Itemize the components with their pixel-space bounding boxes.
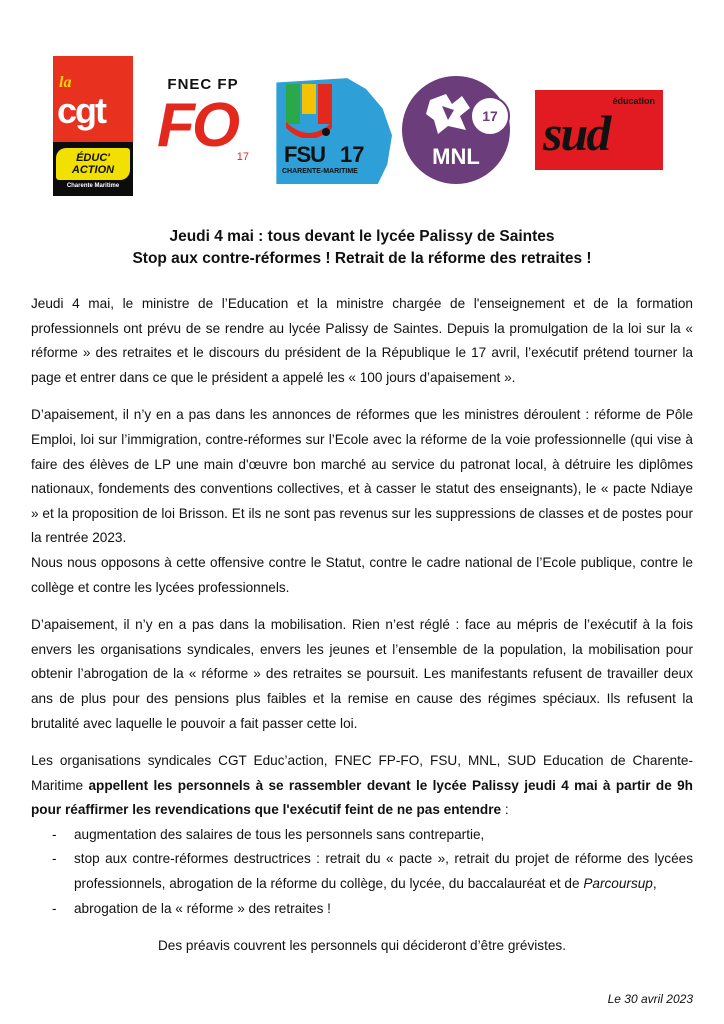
fsu-logo-number: 17 [340,142,365,167]
cgt-logo-subtitle: Charente Maritime [66,183,120,189]
paragraph-5-emphasis: appellent les personnels à se rassembler devant le lycée Palissy jeudi 4 mai à partir de 9h pour réaffirmer les revendications que l'exécutif feint de ne pas entendre [31,777,693,818]
paragraph-2: D’apaisement, il n’y en a pas dans les annonces de réformes que les ministres déroulent : réforme de Pôle Emploi, loi sur l’immigration, contre-réformes sur l’Ecole avec la réforme de la voie professionnelle (qui vise à faire des élèves de LP une main d'œuvre bon marché au service du patronat local, à détruire les diplômes nationaux, fondements des conventions collectives, et à casser le statut des enseignants), le « pacte Ndiaye » et la proposition de loi Brisson. Et ils ne sont pas revenus sur les suppressions de classes et de postes pour la rentrée 2023. [31,407,693,546]
document-title-line-1: Jeudi 4 mai : tous devant le lycée Palissy de Saintes [169,228,555,245]
demand-item-2: - stop aux contre-réformes destructrices : retrait du « pacte », retrait du projet de réforme des lycées professionnels, abrogation de la réforme du collège, du lycée, du baccalauréat et de Parcoursup, [31,847,693,896]
sud-logo-top: éducation [612,96,655,106]
fsu-logo-word: FSU [284,142,325,167]
fsu-logo-subtitle: CHARENTE-MARITIME [282,168,358,175]
demand-item-1: - augmentation des salaires de tous les personnels sans contrepartie, [31,823,693,848]
mnl-logo [402,76,510,184]
fo-logo-number: 17 [236,151,249,163]
closing-note: Des préavis couvrent les personnels qui décideront d’être grévistes. [157,938,567,954]
cgt-logo-word: cgt [57,90,105,131]
fsu-logo [274,76,392,184]
mnl-figure-icon [426,90,476,138]
cgt-educ-badge: ÉDUC' ACTION [56,148,130,180]
sud-logo-word: sud [543,105,610,161]
fo-logo-top: FNEC FP [167,76,239,93]
fnec-fp-fo-logo [153,76,253,181]
sud-education-logo [535,90,663,170]
paragraph-5: Les organisations syndicales CGT Educ’action, FNEC FP-FO, FSU, MNL, SUD Education de Charente-Maritime appellent les personnels à se rassembler devant le lycée Palissy jeudi 4 mai à partir de 9h pour réaffirmer les revendications que l'exécutif feint de ne pas entendre : [31,753,693,818]
document-body [31,292,693,959]
paragraph-4: D’apaisement, il n’y en a pas dans la mobilisation. Rien n’est réglé : face au mépris de l’exécutif à la fois envers les organisations syndicales, envers les jeunes et l’ensemble de la population, la mobilisation pour obtenir l’abrogation de la « réforme » des retraites se poursuit. Les manifestants refusent de travailler deux ans de plus pour des pensions plus faibles et la remise en cause des régimes spéciaux. Ils refusent la brutalité avec laquelle le pouvoir a fait passer cette loi. [31,617,693,731]
demand-item-3: - abrogation de la « réforme » des retraites ! [31,897,693,922]
paragraph-1: Jeudi 4 mai, le ministre de l’Education et la ministre chargée de l'enseignement et de la formation professionnels ont prévu de se rendre au lycée Palissy de Saintes. Depuis la promulgation de la loi sur la « réforme » des retraites et le discours du président de la République le 17 avril, l’exécutif prétend tourner la page et entrer dans ce que le président a appelé les « 100 jours d’apaisement ». [31,296,693,385]
cgt-logo-la: la [59,74,72,91]
cgt-educaction-logo [53,56,133,196]
paragraph-3: Nous nous opposons à cette offensive contre le Statut, contre le cadre national de l’Ecole publique, contre le collège et contre les lycées professionnels. [31,554,693,595]
union-logos [50,54,670,199]
mnl-logo-number: 17 [470,96,510,136]
fsu-u-icon [286,84,332,138]
document-date: Le 30 avril 2023 [607,992,693,1006]
mnl-logo-word: MNL [432,144,480,169]
document-title-line-2: Stop aux contre-réformes ! Retrait de la réforme des retraites ! [132,250,592,267]
fo-logo-main: FO [157,91,238,160]
parcoursup-term: Parcoursup [583,876,653,892]
demands-list [31,823,693,921]
